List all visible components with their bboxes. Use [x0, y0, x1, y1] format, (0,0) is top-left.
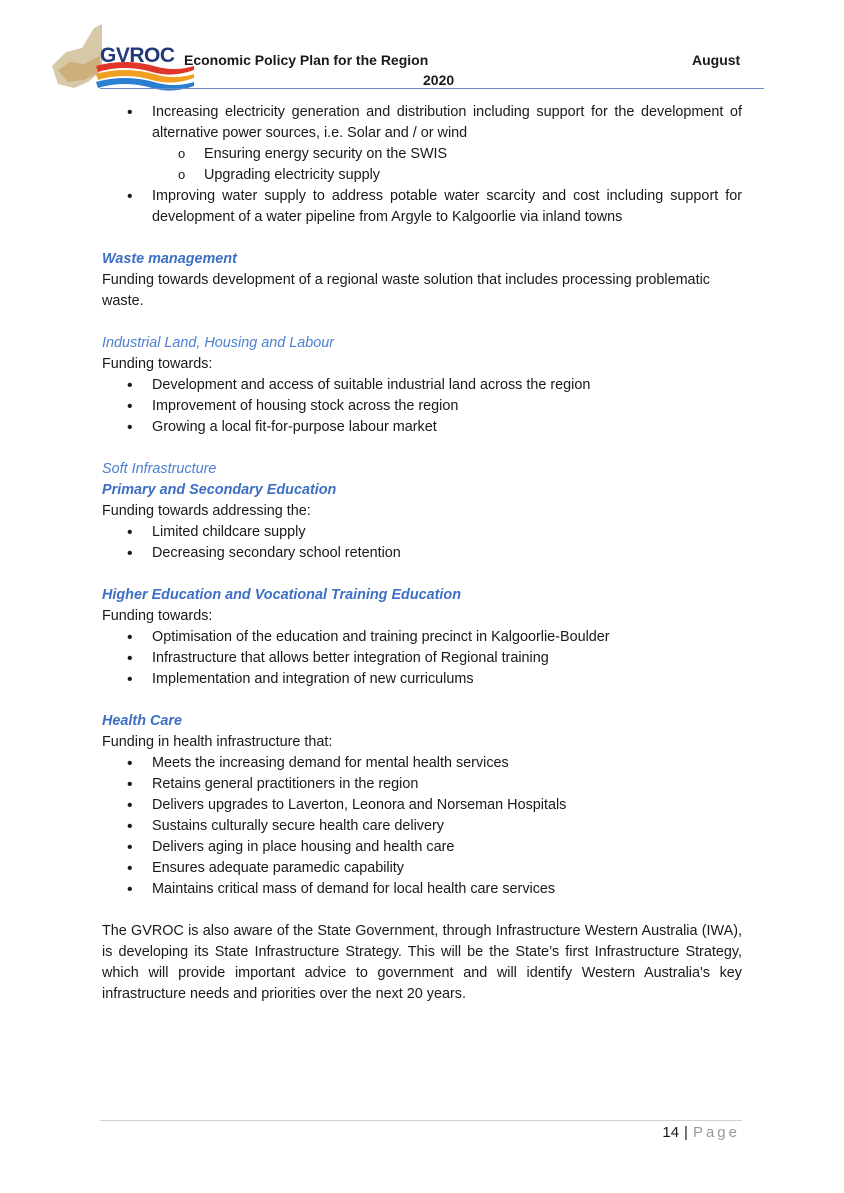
list-item: • Delivers aging in place housing and health care	[102, 837, 742, 858]
section-subheading-education: Primary and Secondary Education	[102, 482, 337, 498]
page-footer	[600, 1124, 740, 1141]
header-title: Economic Policy Plan for the Region	[184, 52, 429, 68]
waste-text: Funding towards development of a regional waste solution that includes processing problematic waste.	[102, 272, 710, 309]
footer-divider	[100, 1120, 742, 1121]
list-item: o Ensuring energy security on the SWIS	[152, 144, 742, 165]
health-bullet-list	[102, 753, 742, 900]
list-item: • Development and access of suitable industrial land across the region	[102, 375, 742, 396]
header-divider	[100, 88, 764, 89]
closing-paragraph: The GVROC is also aware of the State Government, through Infrastructure Western Australia (IWA), is developing its State Infrastructure Strategy. This will be the State’s first Infrastructure Strategy, which will provide important advice to government and will identify Western Australia's key infrastructure needs and priorities over the next 20 years.	[102, 923, 742, 1002]
list-item: • Infrastructure that allows better integration of Regional training	[102, 648, 742, 669]
list-item: • Sustains culturally secure health care delivery	[102, 816, 742, 837]
list-item: o Upgrading electricity supply	[152, 165, 742, 186]
list-item: • Delivers upgrades to Laverton, Leonora and Norseman Hospitals	[102, 795, 742, 816]
list-item: • Optimisation of the education and training precinct in Kalgoorlie-Boulder	[102, 627, 742, 648]
higher-ed-intro: Funding towards:	[102, 608, 213, 624]
section-heading-soft: Soft Infrastructure	[102, 461, 217, 477]
section-heading-health: Health Care	[102, 713, 182, 729]
footer-separator: |	[684, 1124, 688, 1141]
list-item: • Ensures adequate paramedic capability	[102, 858, 742, 879]
list-item: • Maintains critical mass of demand for local health care services	[102, 879, 742, 900]
list-item: • Increasing electricity generation and distribution including support for the development of alternative power sources, i.e. Solar and / or wind o Ensuring energy security on the SWIS o Upgrading electricity supply	[102, 102, 742, 186]
page-label: Page	[692, 1124, 740, 1141]
section-heading-waste: Waste management	[102, 251, 237, 267]
list-item: • Decreasing secondary school retention	[102, 543, 742, 564]
soft-intro: Funding towards addressing the:	[102, 503, 311, 519]
list-item: • Limited childcare supply	[102, 522, 742, 543]
soft-bullet-list	[102, 522, 742, 564]
header-month: August	[692, 52, 741, 68]
list-item: • Growing a local fit-for-purpose labour market	[102, 417, 742, 438]
list-item: • Improving water supply to address potable water scarcity and cost including support for development of a water pipeline from Argyle to Kalgoorlie via inland towns	[102, 186, 742, 228]
health-intro: Funding in health infrastructure that:	[102, 734, 333, 750]
page-number: 14	[662, 1124, 680, 1141]
section-heading-higher-ed: Higher Education and Vocational Training Education	[102, 587, 461, 603]
list-item: • Meets the increasing demand for mental health services	[102, 753, 742, 774]
industrial-bullet-list	[102, 375, 742, 438]
header-year: 2020	[423, 72, 455, 88]
section-heading-industrial: Industrial Land, Housing and Labour	[102, 335, 335, 351]
list-item: • Improvement of housing stock across the region	[102, 396, 742, 417]
page-body	[102, 102, 742, 1005]
logo-wordmark: GVROC	[100, 44, 175, 67]
higher-ed-bullet-list	[102, 627, 742, 690]
list-item: • Implementation and integration of new curriculums	[102, 669, 742, 690]
sub-bullet-list	[152, 144, 742, 186]
page-header	[0, 0, 844, 100]
list-item: • Retains general practitioners in the region	[102, 774, 742, 795]
industrial-intro: Funding towards:	[102, 356, 213, 372]
intro-bullet-list	[102, 102, 742, 228]
